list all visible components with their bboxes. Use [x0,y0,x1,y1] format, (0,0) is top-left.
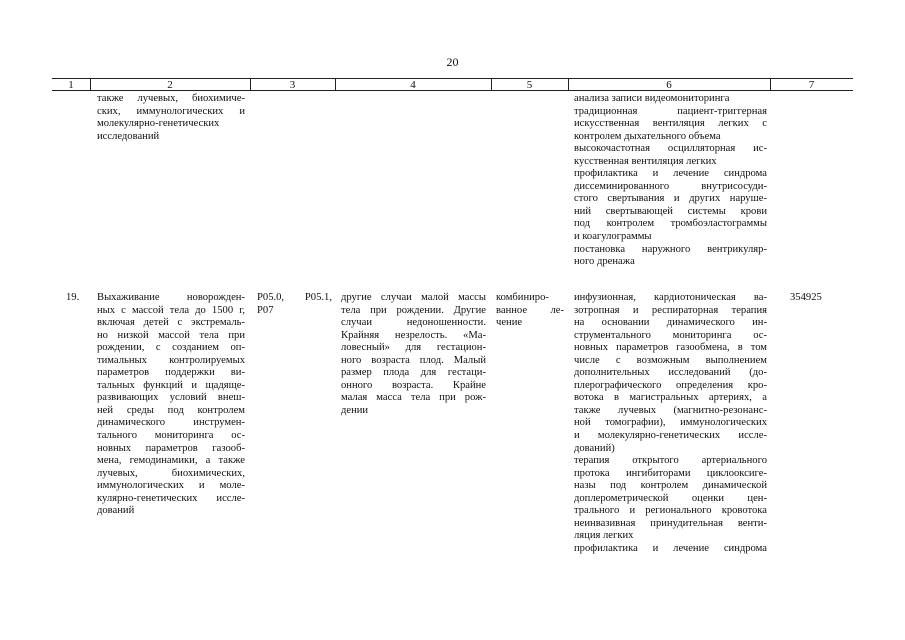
cont-col6-text [574,93,767,269]
row-number: 19. [66,292,80,303]
row19-col3-codes [257,292,332,317]
text-line: профилактика и лечение синдрома [574,542,767,554]
text-line: контролем дыхательного объема [574,130,721,142]
text-line: кулярно-генетических иссле- [97,492,245,504]
text-line: и коагулограммы [574,231,652,243]
text-line: неинвазивная принудительная венти- [574,517,767,529]
text-line: развивающих условий внеш- [97,392,245,404]
text-line: дении [341,404,369,416]
text-line: под контролем тромбоэластограммы [574,218,767,230]
row19-col6-text [574,292,767,555]
text-line: молекулярно-генетических [97,118,220,130]
text-line: комбиниро- [496,292,549,303]
text-line: случаи недоношенности. [341,317,486,329]
text-line: Выхаживание новорожден- [97,292,245,303]
column-header-3: 3 [289,79,296,91]
text-line: включая детей с экстремаль- [97,317,245,329]
row19-col5-text [496,292,564,330]
text-line: доплерометрической оценки цен- [574,492,767,504]
text-line: лучевых, биохимических, [97,467,245,479]
row19-col2-text [97,292,245,518]
text-line: ний свертывающей системы крови [574,205,767,217]
text-line: чение [496,317,523,329]
text-line: тального мониторинга ос- [97,430,245,442]
text-line: трального и регионального кровотока [574,505,767,517]
text-line: но низкой массой тела при [97,329,245,341]
text-line: новных параметров газооб- [97,442,245,454]
text-line: анализа записи видеомониторинга [574,93,730,104]
text-line: плерографического определения кро- [574,379,767,391]
text-line: тальных функций и щадяще- [97,379,245,391]
text-line: рождении, с созданием оп- [97,342,245,354]
text-line: ских, иммунологических и [97,105,245,117]
column-header-1: 1 [68,79,74,91]
text-line: числе с возможным выполнением [574,354,767,366]
text-line: инфузионная, кардиотоническая ва- [574,292,767,303]
text-line: на основании динамического ин- [574,317,767,329]
column-header-7: 7 [808,79,815,91]
text-line: также лучевых, биохимиче- [97,93,245,104]
text-line: также лучевых (магнитно-резонанс- [574,404,767,416]
text-line: струментального мониторинга ос- [574,329,767,341]
text-line: динамического инструмен- [97,417,245,429]
cont-col2-text [97,93,245,143]
text-line: ванное ле- [496,304,564,316]
text-line: иммунологических и моле- [97,480,245,492]
text-line: новных параметров газообмена, в том [574,342,767,354]
page-number: 20 [446,55,459,69]
text-line: ного возраста плод. Малый [341,354,486,366]
text-line: ного дренажа [574,256,635,268]
text-line: постановка наружного вентрикуляр- [574,243,767,255]
text-line: дований) [574,442,615,454]
text-line: другие случаи малой массы [341,292,486,303]
text-line: стого свертывания и других наруше- [574,193,767,205]
row19-col7-value: 354925 [790,292,822,303]
text-line: тела при рождении. Другие [341,304,486,316]
text-line: традиционная пациент-триггерная [574,105,767,117]
text-line: дополнительных исследований (до- [574,367,767,379]
text-line: терапия открытого артериального [574,455,767,467]
text-line: Крайняя незрелость. «Ма- [341,329,486,341]
text-line: вотока в магистральных артериях, а [574,392,767,404]
text-line: размер плода для гестаци- [341,367,486,379]
column-header-5: 5 [526,79,533,91]
text-line: параметров поддержки ви- [97,367,245,379]
text-line: ной томографии), иммунологических [574,417,767,429]
column-header-2: 2 [167,79,173,91]
column-header-6: 6 [666,79,672,91]
text-line: исследований [97,130,160,142]
text-line: дований [97,505,135,517]
text-line: высокочастотная осцилляторная ис- [574,143,767,155]
text-line: ловесный» для гестацион- [341,342,486,354]
text-line: протока ингибиторами циклооксиге- [574,467,767,479]
text-line: ней среды под контролем [97,404,245,416]
text-line: ляция легких [574,530,634,542]
column-header-4: 4 [410,79,416,91]
text-line: диссеминированного внутрисосуди- [574,180,767,192]
text-line: P07 [257,304,274,316]
text-line: P05.0, P05.1, [257,292,332,303]
text-line: искусственная вентиляция легких с [574,118,767,130]
text-line: назы под контролем динамической [574,480,767,492]
text-line: онного возраста. Крайне [341,379,486,391]
text-line: тимальных контролируемых [97,354,245,366]
text-line: малая масса тела при рож- [341,392,486,404]
text-line: зотропная и респираторная терапия [574,304,767,316]
text-line: ных с массой тела до 1500 г, [97,304,245,316]
row19-col4-text [341,292,486,417]
text-line: мена, гемодинамики, а также [97,455,245,467]
text-line: и молекулярно-генетических иссле- [574,430,767,442]
text-line: кусственная вентиляция легких [574,155,717,167]
text-line: профилактика и лечение синдрома [574,168,767,180]
